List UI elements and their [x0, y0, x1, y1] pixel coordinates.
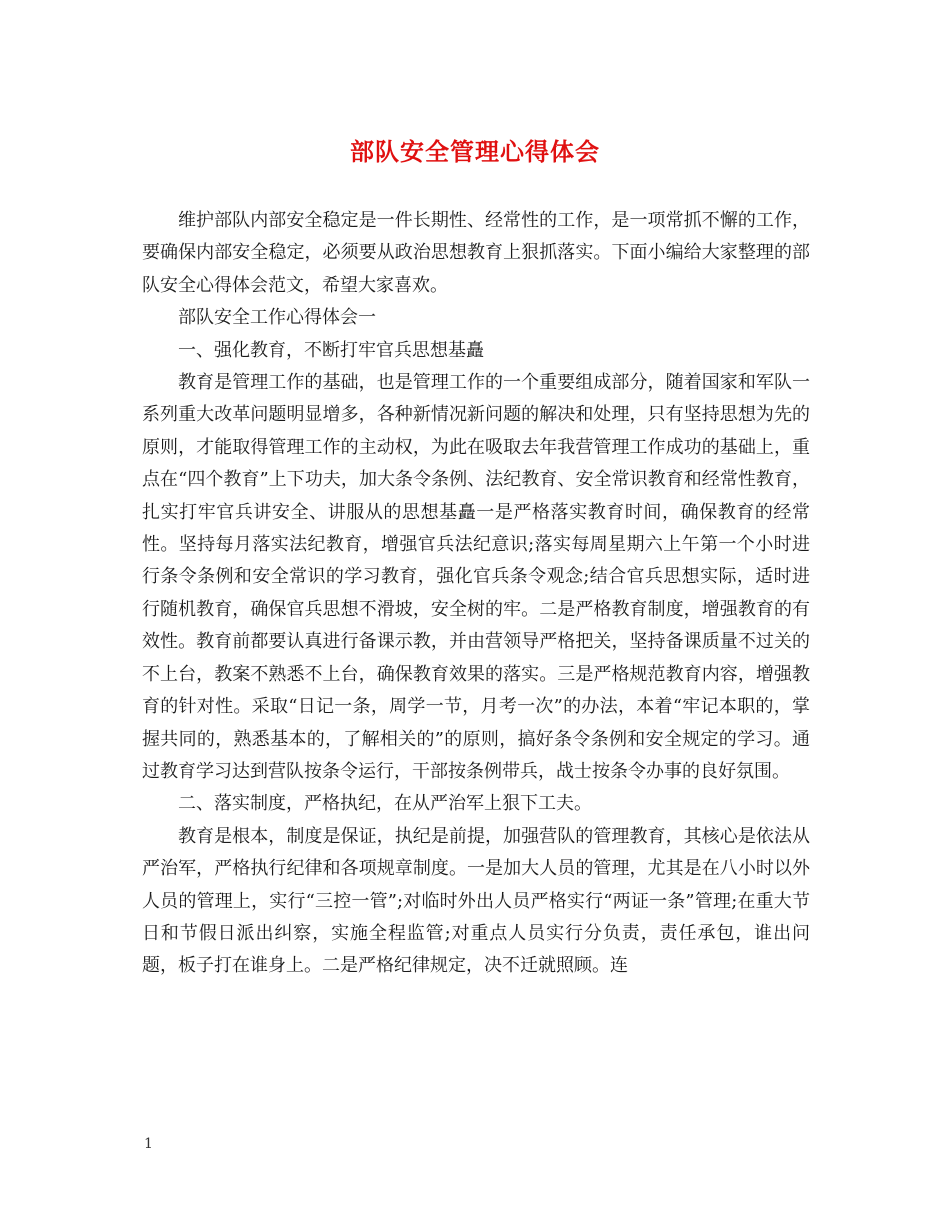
paragraph-subheading-one: 一、强化教育，不断打牢官兵思想基矗	[178, 339, 484, 361]
document-title: 部队安全管理心得体会	[350, 137, 600, 166]
paragraph-discipline: 教育是根本，制度是保证，执纪是前提，加强营队的管理教育，其核心是依法从严治军，严格执行纪律和各项规章制度。一是加大人员的管理，尤其是在八小时以外人员的管理上，实行“三控一管”;对临时外出人员严格实行“两证一条”管理;在重大节日和节假日派出纠察，实施全程监管;对重点人员实行分负责，责任承包，谁出问题，板子打在谁身上。二是严格纪律规定，决不迁就照顾。连	[142, 825, 810, 977]
paragraph-intro: 维护部队内部安全稳定是一件长期性、经常性的工作，是一项常抓不懈的工作，要确保内部安全稳定，必须要从政治思想教育上狠抓落实。下面小编给大家整理的部队安全心得体会范文，希望大家喜欢。	[142, 210, 810, 296]
document-body	[142, 205, 810, 983]
paragraph-section-heading: 部队安全工作心得体会一	[178, 307, 376, 329]
paragraph-education: 教育是管理工作的基础，也是管理工作的一个重要组成部分，随着国家和军队一系列重大改革问题明显增多，各种新情况新问题的解决和处理，只有坚持思想为先的原则，才能取得管理工作的主动权，为此在吸取去年我营管理工作成功的基础上，重点在“四个教育”上下功夫，加大条令条例、法纪教育、安全常识教育和经常性教育，扎实打牢官兵讲安全、讲服从的思想基矗一是严格落实教育时间，确保教育的经常性。坚持每月落实法纪教育，增强官兵法纪意识;落实每周星期六上午第一个小时进行条令条例和安全常识的学习教育，强化官兵条令观念;结合官兵思想实际，适时进行随机教育，确保官兵思想不滑坡，安全树的牢。二是严格教育制度，增强教育的有效性。教育前都要认真进行备课示教，并由营领导严格把关，坚持备课质量不过关的不上台，教案不熟悉不上台，确保教育效果的落实。三是严格规范教育内容，增强教育的针对性。采取“日记一条，周学一节，月考一次”的办法，本着“牢记本职的，掌握共同的，熟悉基本的，了解相关的”的原则，搞好条令条例和安全规定的学习。通过教育学习达到营队按条令运行，干部按条例带兵，战士按条令办事的良好氛围。	[142, 372, 810, 782]
paragraph-subheading-two: 二、落实制度，严格执纪，在从严治军上狠下工夫。	[178, 793, 592, 815]
page-number: 1	[144, 1136, 153, 1152]
